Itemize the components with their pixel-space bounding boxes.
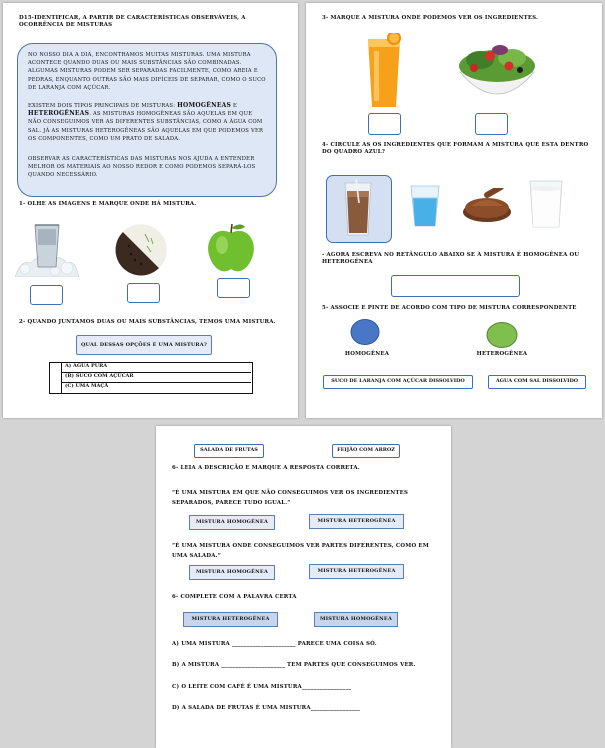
water-salt-box[interactable]: ÁGUA COM SAL DISSOLVIDO bbox=[488, 375, 586, 389]
question-6a: 6- LEIA A DESCRIÇÃO E MARQUE A RESPOSTA CORRETA. bbox=[172, 465, 360, 471]
rice-beans-image bbox=[115, 224, 167, 276]
answer-box-water[interactable] bbox=[30, 285, 63, 305]
answer-box-salad[interactable] bbox=[475, 113, 508, 135]
write-instruction: - AGORA ESCREVA NO RETÂNGULO ABAIXO SE A MISTURA É HOMOGÊNEA OU HETEROGÊNEA bbox=[322, 252, 580, 265]
question-1: 1- OLHE AS IMAGENS E MARQUE ONDE HÁ MISTURA. bbox=[19, 201, 197, 207]
write-answer-box[interactable] bbox=[391, 275, 520, 297]
heterogeneous-color-circle[interactable] bbox=[486, 321, 518, 349]
sentence-d: D) A SALADA DE FRUTAS É UMA MISTURA_________________ bbox=[172, 705, 360, 711]
milk-glass-image bbox=[527, 179, 565, 229]
worksheet-page-1 bbox=[3, 3, 298, 418]
description-2: “É UMA MISTURA ONDE CONSEGUIMOS VER PARTES DIFERENTES, COMO EM UMA SALADA.” bbox=[172, 543, 429, 559]
option-a[interactable]: A) ÁGUA PURA bbox=[65, 363, 108, 369]
question-2-prompt: QUAL DESSAS OPÇÕES É UMA MISTURA? bbox=[76, 335, 212, 355]
sentence-a: A) UMA MISTURA ______________________ PARECE UMA COISA SÓ. bbox=[172, 641, 377, 647]
word-homogeneous[interactable]: MISTURA HOMOGÊNEA bbox=[314, 612, 398, 627]
question-2: 2- QUANDO JUNTAMOS DUAS OU MAIS SUBSTÂNCIAS, TEMOS UMA MISTURA. bbox=[19, 319, 276, 325]
question-3: 3- MARQUE A MISTURA ONDE PODEMOS VER OS INGREDIENTES. bbox=[322, 15, 539, 21]
orange-juice-sugar-box[interactable]: SUCO DE LARANJA COM AÇÚCAR DISSOLVIDO bbox=[323, 375, 473, 389]
beans-rice-box[interactable]: FEIJÃO COM ARROZ bbox=[332, 444, 400, 458]
d2-homogeneous-button[interactable]: MISTURA HOMOGÊNEA bbox=[189, 565, 275, 580]
answer-box-rice-beans[interactable] bbox=[127, 283, 160, 303]
water-glass-image bbox=[409, 184, 441, 228]
answer-box-juice[interactable] bbox=[368, 113, 401, 135]
homogeneous-term: HOMOGÊNEAS bbox=[177, 102, 232, 109]
sentence-c: C) O LEITE COM CAFÉ É UMA MISTURA_________________ bbox=[172, 684, 352, 690]
worksheet-page-3 bbox=[156, 426, 451, 748]
heterogeneous-label: HETEROGÊNEA bbox=[476, 351, 528, 357]
word-heterogeneous[interactable]: MISTURA HETEROGÊNEA bbox=[183, 612, 278, 627]
cocoa-powder-image bbox=[461, 188, 513, 224]
d2-heterogeneous-button[interactable]: MISTURA HETEROGÊNEA bbox=[309, 564, 404, 579]
chocolate-milk-image bbox=[342, 179, 374, 237]
homogeneous-label: HOMOGÊNEA bbox=[344, 351, 390, 357]
orange-juice-image bbox=[364, 33, 404, 109]
heterogeneous-term: HETEROGÊNEAS bbox=[28, 110, 90, 118]
water-ice-image bbox=[15, 219, 79, 277]
green-apple-image bbox=[205, 221, 257, 275]
option-c[interactable]: (C) UMA MAÇÃ bbox=[65, 383, 109, 389]
intro-paragraph-2: EXISTEM DOIS TIPOS PRINCIPAIS DE MISTURAS: HOMOGÊNEAS E HETEROGÊNEAS. AS MISTURAS HOMOGÊNEAS SÃO AQUELAS EM QUE NÃO CONSEGUIMOS VER AS DIFERENTES SUBSTÂNCIAS, COMO A ÁGUA COM SAL. JÁ AS MISTURAS HETEROGÊNEAS SÃO AQUELAS EM QUE PODEMOS VER OS COMPONENTES, COMO UM PRATO DE SALADA. bbox=[28, 102, 264, 142]
sentence-b: B) A MISTURA ______________________ TEM PARTES QUE CONSEGUIMOS VER. bbox=[172, 662, 416, 668]
option-b[interactable]: (B) SUCO COM AÇÚCAR bbox=[65, 373, 134, 379]
fruit-salad-box[interactable]: SALADA DE FRUTAS bbox=[194, 444, 264, 458]
question-4: 4- CIRCULE AS OS INGREDIENTES QUE FORMAM A MISTURA QUE ESTA DENTRO DO QUADRO AZUL? bbox=[322, 142, 589, 155]
d1-heterogeneous-button[interactable]: MISTURA HETEROGÊNEA bbox=[309, 514, 404, 529]
question-6b: 6- COMPLETE COM A PALAVRA CERTA bbox=[172, 594, 297, 600]
question-5: 5- ASSOCIE E PINTE DE ACORDO COM TIPO DE MISTURA CORRESPONDENTE bbox=[322, 305, 577, 311]
answer-box-apple[interactable] bbox=[217, 278, 250, 298]
page-header: D15-IDENTIFICAR, A PARTIR DE CARACTERÍSTICAS OBSERVÁVEIS, A OCORRÊNCIA DE MISTURAS bbox=[19, 15, 246, 28]
description-1: “É UMA MISTURA EM QUE NÃO CONSEGUIMOS VER OS INGREDIENTES SEPARADOS, PARECE TUDO IGUAL.” bbox=[172, 490, 409, 506]
homogeneous-color-circle[interactable] bbox=[350, 318, 380, 346]
intro-paragraph-1: NO NOSSO DIA A DIA, ENCONTRAMOS MUITAS MISTURAS. UMA MISTURA ACONTECE QUANDO DUAS OU MAIS SUBSTÂNCIAS SÃO COMBINADAS. ALGUMAS MISTURAS PODEM SER SEPARADAS FACILMENTE, COMO AREIA E PEDRAS, ENQUANTO OUTRAS SÃO MAIS DIFÍCEIS DE SEPARAR, COMO O SUCO DE LARANJA COM AÇÚCAR. bbox=[28, 52, 266, 91]
d1-homogeneous-button[interactable]: MISTURA HOMOGÊNEA bbox=[189, 515, 275, 530]
intro-paragraph-3: OBSERVAR AS CARACTERÍSTICAS DAS MISTURAS NOS AJUDA A ENTENDER MELHOR OS MATERIAIS AO NOSSO REDOR E COMO PODEMOS SEPARÁ-LOS QUANDO NECESSÁRIO. bbox=[28, 156, 256, 179]
salad-image bbox=[454, 36, 540, 102]
worksheet-page-2 bbox=[306, 3, 602, 418]
